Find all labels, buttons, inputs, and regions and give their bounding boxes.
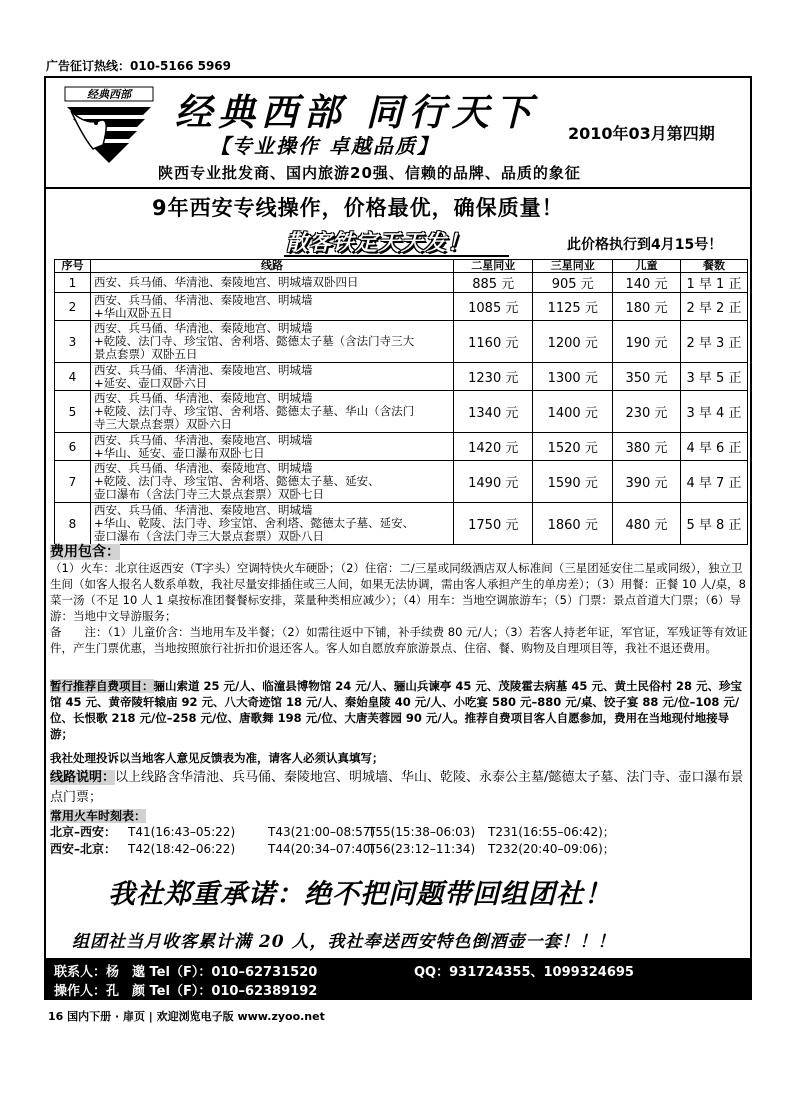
row-route: 西安、兵马俑、华清池、秦陵地宫、明城墙 +华山、延安、壶口瀑布双卧七日 (91, 433, 454, 461)
row-two-star-price: 1750 元 (454, 503, 533, 545)
row-seq: 5 (55, 391, 91, 433)
train-t3: T56(23:12–11:34) (368, 842, 476, 856)
operator-person: 操作人：孔 颜 Tel（F）：010–62389192 (54, 984, 318, 999)
row-child-price: 480 元 (612, 503, 680, 545)
table-row (55, 273, 748, 293)
row-child-price: 180 元 (612, 293, 680, 321)
row-three-star-price: 1860 元 (533, 503, 612, 545)
row-two-star-price: 1230 元 (454, 363, 533, 391)
optional-label: 暂行推荐自费项目： (50, 679, 154, 693)
table-row (55, 391, 748, 433)
train-section (50, 808, 750, 858)
row-meals: 4 早 7 正 (681, 461, 748, 503)
row-route: 西安、兵马俑、华清池、秦陵地宫、明城墙 +乾陵、法门寺、珍宝馆、舍利塔、懿德太子墓、华山（含法门 寺三大景点套票）双卧六日 (91, 391, 454, 433)
row-child-price: 390 元 (612, 461, 680, 503)
daily-departure-banner: 散客铁定天天发！ (286, 231, 471, 256)
fees-note: 备 注：（1）儿童价含：当地用车及半餐；（2）如需往返中下铺，补手续费 80 元/人；（3）若客人持老年证，军官证，军残证等有效证件，产生门票优惠，当地按照旅行社折扣价退还客人。客人如自愿放弃旅游景点、住宿、餐、购物及自理项目等，我社不退还费用。 (50, 625, 748, 655)
banner-underline (284, 255, 509, 257)
row-seq: 4 (55, 363, 91, 391)
row-three-star-price: 1125 元 (533, 293, 612, 321)
col-child: 儿童 (612, 260, 680, 273)
train-t1: T42(18:42–06:22) (128, 842, 236, 856)
train-t4: T231(16:55–06:42)； (488, 825, 615, 839)
row-three-star-price: 1520 元 (533, 433, 612, 461)
col-route: 线路 (91, 260, 454, 273)
price-validity: 此价格执行到4月15号！ (567, 237, 723, 253)
optional-body: 骊山索道 25 元/人、临潼县博物馆 24 元/人、骊山兵谏亭 45 元、茂陵霍去病墓 45 元、黄土民俗村 28 元、珍宝馆 45 元、黄帝陵轩辕庙 92 元、八大奇迹馆 18 元/人、秦始皇陵 40 元/人、小吃宴 580 元–880 元/桌、饺子宴 88 元/位–108 元/位、长恨歌 218 元/位–258 元/位、唐歌舞 198 元/位、大唐芙蓉园 90 元/人。推荐自费项目客人自愿参加，费用在当地现付地接导游； (50, 679, 742, 741)
ad-hotline: 广告征订热线：010-5166 5969 (46, 59, 232, 73)
optional-section (50, 678, 750, 742)
row-three-star-price: 1400 元 (533, 391, 612, 433)
row-route: 西安、兵马俑、华清池、秦陵地宫、明城墙 +华山、乾陵、法门寺、珍宝馆、舍利塔、懿德太子墓、延安、 壶口瀑布（含法门寺三大景点套票）双卧八日 (91, 503, 454, 545)
train-t3: T55(15:38–06:03) (368, 825, 476, 839)
row-child-price: 140 元 (612, 273, 680, 293)
gift-offer: 组团社当月收客累计满 20 人，我社奉送西安特色倒酒壶一套！！！ (72, 932, 616, 952)
row-child-price: 380 元 (612, 433, 680, 461)
brand-title: 经典西部 同行天下 (175, 90, 538, 134)
train-t2: T43(21:00–08:57) (268, 825, 376, 839)
row-child-price: 190 元 (612, 321, 680, 363)
table-row (55, 433, 748, 461)
row-three-star-price: 1590 元 (533, 461, 612, 503)
row-two-star-price: 1085 元 (454, 293, 533, 321)
row-two-star-price: 1160 元 (454, 321, 533, 363)
row-meals: 5 早 8 正 (681, 503, 748, 545)
contact-person: 联系人：杨 邈 Tel（F）：010–62731520 (54, 965, 318, 980)
row-meals: 3 早 4 正 (681, 391, 748, 433)
row-route: 西安、兵马俑、华清池、秦陵地宫、明城墙 +延安、壶口双卧六日 (91, 363, 454, 391)
col-meals: 餐数 (681, 260, 748, 273)
route-price-table (54, 259, 748, 545)
train-t1: T41(16:43–05:22) (128, 825, 236, 839)
table-row (55, 293, 748, 321)
row-route: 西安、兵马俑、华清池、秦陵地宫、明城墙 +乾陵、法门寺、珍宝馆、舍利塔、懿德太子墓、延安、 壶口瀑布（含法门寺三大景点套票）双卧七日 (91, 461, 454, 503)
route-note-label: 线路说明： (50, 770, 116, 785)
row-route: 西安、兵马俑、华清池、秦陵地宫、明城墙双卧四日 (91, 273, 454, 293)
train-row (50, 841, 750, 858)
table-row (55, 321, 748, 363)
row-two-star-price: 1340 元 (454, 391, 533, 433)
fees-body: （1）火车：北京往返西安（T字头）空调特快火车硬卧；（2）住宿：二/三星或同级酒店双人标准间（三星团延安住二星或同级），独立卫生间（如客人报名人数系单数，我社尽量安排插住或三人间，如果无法协调，需由客人承担产生的单房差）；（3）用餐：正餐 10 人/桌，8 菜一汤（不足 10 人 1 桌按标准团餐餐标安排，菜量种类相应减少）；（4）用车：当地空调旅游车；（5）门票：景点首道大门票；（6）导游：当地中文导游服务； (50, 561, 746, 623)
table-row (55, 503, 748, 545)
eagle-logo-icon (63, 85, 155, 165)
train-dir: 西安–北京： (50, 842, 117, 856)
row-meals: 2 早 3 正 (681, 321, 748, 363)
fees-section (50, 544, 750, 656)
train-label: 常用火车时刻表： (50, 809, 147, 823)
row-route: 西安、兵马俑、华清池、秦陵地宫、明城墙 +华山双卧五日 (91, 293, 454, 321)
row-seq: 2 (55, 293, 91, 321)
issue-date: 2010年03月第四期 (568, 124, 715, 143)
train-row (50, 824, 750, 841)
table-row (55, 363, 748, 391)
train-t4: T232(20:40–09:06)； (488, 842, 615, 856)
route-note-section (50, 768, 750, 808)
train-dir: 北京–西安： (50, 825, 117, 839)
row-child-price: 230 元 (612, 391, 680, 433)
row-seq: 3 (55, 321, 91, 363)
row-two-star-price: 885 元 (454, 273, 533, 293)
col-seq: 序号 (55, 260, 91, 273)
row-three-star-price: 1200 元 (533, 321, 612, 363)
col-two-star: 二星同业 (454, 260, 533, 273)
col-three-star: 三星同业 (533, 260, 612, 273)
divider (46, 187, 750, 189)
tagline: 陕西专业批发商、国内旅游20强、信赖的品牌、品质的象征 (158, 164, 581, 182)
brand-slogan: 【专业操作 卓越品质】 (210, 134, 439, 158)
promise-banner: 我社郑重承诺：绝不把问题带回组团社！ (108, 879, 612, 910)
table-header-row (55, 260, 748, 273)
row-child-price: 350 元 (612, 363, 680, 391)
page-footer: 16 国内下册 · 扉页 | 欢迎浏览电子版 www.zyoo.net (48, 1010, 325, 1023)
table-row (55, 461, 748, 503)
row-meals: 4 早 6 正 (681, 433, 748, 461)
route-note-body: 以上线路含华清池、兵马俑、秦陵地宫、明城墙、华山、乾陵、永泰公主墓/懿德太子墓、法门寺、壶口瀑布景点门票； (50, 770, 744, 805)
row-seq: 7 (55, 461, 91, 503)
row-route: 西安、兵马俑、华清池、秦陵地宫、明城墙 +乾陵、法门寺、珍宝馆、舍利塔、懿德太子墓（含法门寺三大 景点套票）双卧五日 (91, 321, 454, 363)
row-three-star-price: 1300 元 (533, 363, 612, 391)
fees-label: 费用包含： (50, 544, 120, 560)
row-three-star-price: 905 元 (533, 273, 612, 293)
row-meals: 2 早 2 正 (681, 293, 748, 321)
headline: 9年西安专线操作，价格最优，确保质量！ (152, 196, 564, 220)
row-seq: 8 (55, 503, 91, 545)
row-seq: 6 (55, 433, 91, 461)
row-meals: 1 早 1 正 (681, 273, 748, 293)
row-two-star-price: 1420 元 (454, 433, 533, 461)
row-meals: 3 早 5 正 (681, 363, 748, 391)
row-seq: 1 (55, 273, 91, 293)
train-t2: T44(20:34–07:40) (268, 842, 376, 856)
contact-bar (46, 958, 750, 998)
logo-text: 经典西部 (87, 88, 131, 101)
complaint-note: 我社处理投诉以当地客人意见反馈表为准，请客人必须认真填写； (50, 751, 384, 765)
row-two-star-price: 1490 元 (454, 461, 533, 503)
contact-qq: QQ：931724355、1099324695 (414, 965, 634, 980)
